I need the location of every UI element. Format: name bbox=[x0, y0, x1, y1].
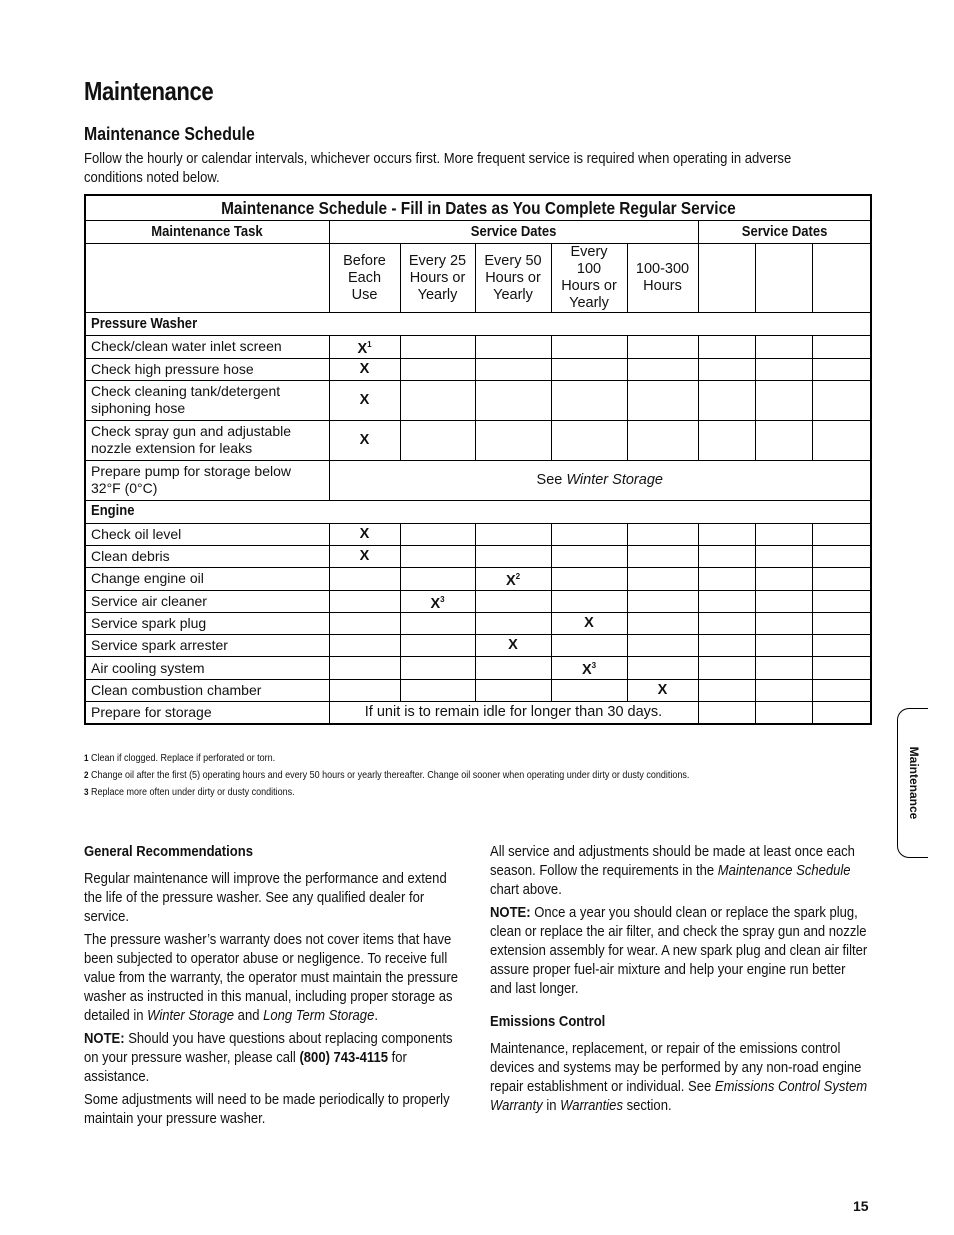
section-header: Engine bbox=[85, 500, 871, 523]
footnote: 3 Replace more often under dirty or dusty conditions. bbox=[84, 787, 295, 798]
empty-cell bbox=[475, 680, 551, 702]
service-date-cell[interactable] bbox=[755, 590, 812, 613]
empty-cell bbox=[329, 613, 400, 635]
service-date-cell[interactable] bbox=[698, 590, 755, 613]
paragraph: Maintenance, replacement, or repair of the emissions control devices and systems may be performed by any non-road engine repair establishment or individual. See Emissions Control System Warranty in Warranties section. bbox=[490, 1041, 868, 1114]
service-date-cell[interactable] bbox=[698, 420, 755, 460]
table-row bbox=[85, 523, 871, 545]
empty-cell bbox=[475, 336, 551, 359]
service-date-cell[interactable] bbox=[698, 380, 755, 420]
empty-cell bbox=[329, 590, 400, 613]
service-date-cell[interactable] bbox=[698, 523, 755, 545]
paragraph: The pressure washer’s warranty does not cover items that have been subjected to operator abuse or negligence. To receive full value from the warranty, the operator must maintain the pressure washer as instructed in this manual, including proper storage as detailed in Winter Storage and Long Term Storage. bbox=[84, 932, 459, 1024]
empty-cell bbox=[551, 635, 627, 657]
header-service-dates-right: Service Dates bbox=[698, 221, 871, 244]
table-row bbox=[85, 380, 871, 420]
header-blank bbox=[85, 244, 329, 313]
empty-cell bbox=[627, 420, 698, 460]
interval-mark: X bbox=[329, 420, 400, 460]
service-date-cell[interactable] bbox=[812, 657, 871, 680]
task-cell: Service air cleaner bbox=[85, 590, 329, 613]
table-row bbox=[85, 657, 871, 680]
interval-mark: $X^2$ bbox=[475, 567, 551, 590]
empty-cell bbox=[551, 420, 627, 460]
empty-cell bbox=[475, 590, 551, 613]
service-date-cell[interactable] bbox=[812, 680, 871, 702]
task-cell: Prepare for storage bbox=[85, 702, 329, 724]
empty-cell bbox=[627, 613, 698, 635]
empty-cell bbox=[627, 635, 698, 657]
task-cell: Prepare pump for storage below 32°F (0°C) bbox=[85, 460, 329, 500]
section-header: Pressure Washer bbox=[85, 313, 871, 336]
table-title: Maintenance Schedule - Fill in Dates as You Complete Regular Service bbox=[85, 195, 871, 221]
task-cell: Air cooling system bbox=[85, 657, 329, 680]
paragraph: Regular maintenance will improve the performance and extend the life of the pressure washer. See any qualified dealer for service. bbox=[84, 871, 447, 925]
intro-text: Follow the hourly or calendar intervals, whichever occurs first. More frequent service is required when operating in adverse conditions noted below. bbox=[84, 151, 792, 186]
service-date-cell[interactable] bbox=[755, 420, 812, 460]
service-date-cell[interactable] bbox=[755, 613, 812, 635]
service-date-cell[interactable] bbox=[755, 244, 812, 313]
table-row bbox=[85, 460, 871, 500]
header-service-dates: Service Dates bbox=[329, 221, 698, 244]
service-date-cell[interactable] bbox=[812, 567, 871, 590]
service-date-cell[interactable] bbox=[812, 523, 871, 545]
service-date-cell[interactable] bbox=[755, 567, 812, 590]
task-cell: Change engine oil bbox=[85, 567, 329, 590]
service-date-cell[interactable] bbox=[755, 358, 812, 380]
empty-cell bbox=[475, 523, 551, 545]
empty-cell bbox=[551, 336, 627, 359]
empty-cell bbox=[400, 420, 475, 460]
service-date-cell[interactable] bbox=[812, 244, 871, 313]
footnote: 1 Clean if clogged. Replace if perforated or torn. bbox=[84, 753, 276, 764]
paragraph: NOTE: Once a year you should clean or replace the spark plug, clean or replace the air filter, and check the spray gun and nozzle extension assembly for wear. A new spark plug and clean air filter assure proper fuel-air mixture and help your engine run better and last longer. bbox=[490, 905, 868, 997]
empty-cell bbox=[329, 635, 400, 657]
task-cell: Clean combustion chamber bbox=[85, 680, 329, 702]
service-date-cell[interactable] bbox=[812, 420, 871, 460]
page-number: 15 bbox=[853, 1198, 869, 1214]
task-cell: Check spray gun and adjustable nozzle extension for leaks bbox=[85, 420, 329, 460]
interval-mark: $X^3$ bbox=[400, 590, 475, 613]
empty-cell bbox=[551, 523, 627, 545]
empty-cell bbox=[551, 680, 627, 702]
page-title: Maintenance bbox=[84, 76, 214, 106]
paragraph: NOTE: Should you have questions about replacing components on your pressure washer, please call (800) 743-4115 for assistance. bbox=[84, 1031, 453, 1085]
service-date-cell[interactable] bbox=[812, 358, 871, 380]
interval-mark: X bbox=[475, 635, 551, 657]
empty-cell bbox=[627, 657, 698, 680]
table-row bbox=[85, 420, 871, 460]
empty-cell bbox=[475, 420, 551, 460]
paragraph: Some adjustments will need to be made periodically to properly maintain your pressure washer. bbox=[84, 1092, 450, 1127]
service-date-cell[interactable] bbox=[812, 635, 871, 657]
service-date-cell[interactable] bbox=[698, 657, 755, 680]
service-date-cell[interactable] bbox=[698, 358, 755, 380]
empty-cell bbox=[400, 358, 475, 380]
maintenance-schedule-table bbox=[84, 194, 872, 725]
interval-mark: X bbox=[627, 680, 698, 702]
service-date-cell[interactable] bbox=[755, 702, 812, 724]
interval-mark: X bbox=[551, 613, 627, 635]
phone-number: (800) 743-4115 bbox=[299, 1050, 388, 1066]
interval-mark: X bbox=[329, 358, 400, 380]
empty-cell bbox=[400, 567, 475, 590]
empty-cell bbox=[475, 358, 551, 380]
service-date-cell[interactable] bbox=[755, 635, 812, 657]
service-date-cell[interactable] bbox=[812, 336, 871, 359]
service-date-cell[interactable] bbox=[812, 545, 871, 567]
table-row bbox=[85, 635, 871, 657]
service-date-cell[interactable] bbox=[698, 567, 755, 590]
service-date-cell[interactable] bbox=[698, 244, 755, 313]
interval-header: 100-300 Hours bbox=[627, 244, 698, 313]
service-date-cell[interactable] bbox=[812, 613, 871, 635]
empty-cell bbox=[400, 635, 475, 657]
interval-mark: $X^3$ bbox=[551, 657, 627, 680]
service-date-cell[interactable] bbox=[755, 680, 812, 702]
table-row bbox=[85, 680, 871, 702]
table-row bbox=[85, 702, 871, 724]
service-date-cell[interactable] bbox=[812, 702, 871, 724]
interval-header: Before Each Use bbox=[329, 244, 400, 313]
interval-header: Every 100 Hours or Yearly bbox=[551, 244, 627, 313]
task-cell: Service spark plug bbox=[85, 613, 329, 635]
task-cell: Clean debris bbox=[85, 545, 329, 567]
emissions-control-heading: Emissions Control bbox=[490, 1014, 606, 1030]
empty-cell bbox=[627, 523, 698, 545]
left-column bbox=[84, 843, 464, 1133]
empty-cell bbox=[627, 545, 698, 567]
empty-cell bbox=[400, 336, 475, 359]
empty-cell bbox=[329, 567, 400, 590]
interval-mark: X bbox=[329, 523, 400, 545]
service-date-cell[interactable] bbox=[698, 545, 755, 567]
interval-mark: X bbox=[329, 545, 400, 567]
task-cell: Service spark arrester bbox=[85, 635, 329, 657]
span-note: See Winter Storage bbox=[329, 460, 871, 500]
empty-cell bbox=[475, 657, 551, 680]
table-row bbox=[85, 336, 871, 359]
service-date-cell[interactable] bbox=[755, 657, 812, 680]
empty-cell bbox=[400, 545, 475, 567]
service-date-cell[interactable] bbox=[755, 545, 812, 567]
span-note: If unit is to remain idle for longer than 30 days. bbox=[329, 702, 698, 724]
empty-cell bbox=[329, 657, 400, 680]
empty-cell bbox=[627, 567, 698, 590]
empty-cell bbox=[475, 545, 551, 567]
service-date-cell[interactable] bbox=[755, 523, 812, 545]
service-date-cell[interactable] bbox=[755, 336, 812, 359]
section-title: Maintenance Schedule bbox=[84, 124, 255, 144]
table-row bbox=[85, 613, 871, 635]
task-cell: Check cleaning tank/detergent siphoning hose bbox=[85, 380, 329, 420]
empty-cell bbox=[627, 336, 698, 359]
empty-cell bbox=[551, 380, 627, 420]
empty-cell bbox=[627, 358, 698, 380]
empty-cell bbox=[400, 523, 475, 545]
empty-cell bbox=[400, 657, 475, 680]
header-task: Maintenance Task bbox=[85, 221, 329, 244]
table-row bbox=[85, 567, 871, 590]
service-date-cell[interactable] bbox=[698, 702, 755, 724]
task-cell: Check high pressure hose bbox=[85, 358, 329, 380]
table-row bbox=[85, 545, 871, 567]
table-row bbox=[85, 590, 871, 613]
empty-cell bbox=[551, 545, 627, 567]
empty-cell bbox=[400, 680, 475, 702]
empty-cell bbox=[627, 590, 698, 613]
footnote: 2 Change oil after the first (5) operating hours and every 50 hours or yearly thereafter. Change oil sooner when operating under dirty or dusty conditions. bbox=[84, 770, 690, 781]
task-cell: Check/clean water inlet screen bbox=[85, 336, 329, 359]
empty-cell bbox=[627, 380, 698, 420]
empty-cell bbox=[475, 613, 551, 635]
interval-mark: $X^1$ bbox=[329, 336, 400, 359]
general-recommendations-heading: General Recommendations bbox=[84, 844, 253, 860]
service-date-cell[interactable] bbox=[698, 635, 755, 657]
interval-header: Every 50 Hours or Yearly bbox=[475, 244, 551, 313]
interval-mark: X bbox=[329, 380, 400, 420]
empty-cell bbox=[400, 613, 475, 635]
table-row bbox=[85, 358, 871, 380]
empty-cell bbox=[329, 680, 400, 702]
service-date-cell[interactable] bbox=[812, 380, 871, 420]
paragraph: All service and adjustments should be made at least once each season. Follow the requirements in the Maintenance Schedule chart above. bbox=[490, 844, 855, 898]
service-date-cell[interactable] bbox=[812, 590, 871, 613]
empty-cell bbox=[551, 590, 627, 613]
interval-header: Every 25 Hours or Yearly bbox=[400, 244, 475, 313]
service-date-cell[interactable] bbox=[698, 680, 755, 702]
empty-cell bbox=[551, 358, 627, 380]
side-tab: Maintenance bbox=[897, 708, 928, 858]
right-column bbox=[490, 843, 870, 1120]
empty-cell bbox=[475, 380, 551, 420]
empty-cell bbox=[551, 567, 627, 590]
service-date-cell[interactable] bbox=[698, 336, 755, 359]
task-cell: Check oil level bbox=[85, 523, 329, 545]
service-date-cell[interactable] bbox=[755, 380, 812, 420]
service-date-cell[interactable] bbox=[698, 613, 755, 635]
empty-cell bbox=[400, 380, 475, 420]
